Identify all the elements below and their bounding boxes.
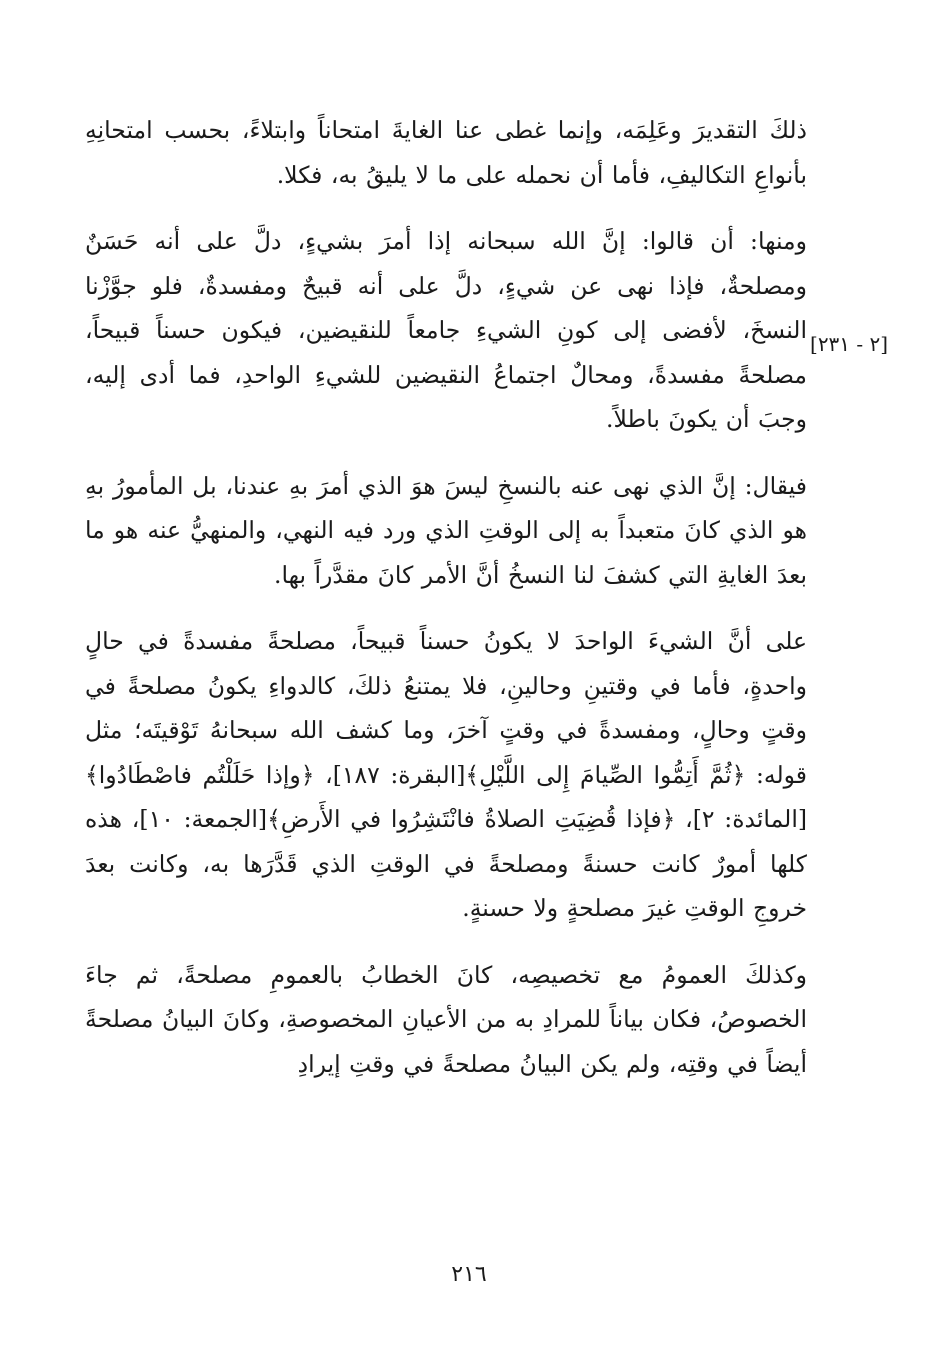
paragraph: وكذلكَ العمومُ مع تخصيصِه، كانَ الخطابُ بالعمومِ مصلحةً، ثم جاءَ الخصوصُ، فكان بياناً للمرادِ به من الأعيانِ المخصوصةِ، وكانَ البيانُ مصلحةً أيضاً في وقتِه، ولم يكن البيانُ مصلحةً في وقتِ إيرادِ (85, 960, 807, 1078)
paragraph: ذلكَ التقديرَ وعَلِمَه، وإنما غطى عنا الغايةَ امتحاناً وابتلاءً، بحسب امتحانِهِ بأنواعِ التكاليفِ، فأما أن نحمله على ما لا يليقُ به، فكلا. (85, 116, 807, 189)
paragraph: على أنَّ الشيءَ الواحدَ لا يكونُ حسناً قبيحاً، مصلحةً مفسدةً في حالٍ واحدةٍ، فأما في وقتينِ وحالينِ، فلا يمتنعُ ذلكَ، كالدواءِ يكونُ مصلحةً في وقتٍ وحالٍ، ومفسدةً في وقتٍ آخرَ، وما كشف الله سبحانهُ تَوْقيتَه؛ مثل قوله: ﴿ثُمَّ أَتِمُّوا الصِّيامَ إِلى اللَّيْلِ﴾[البقرة: ١٨٧]، ﴿وإذا حَلَلْتُم فاصْطَادُوا﴾ [المائدة: ٢]، ﴿فإذا قُضِيَتِ الصلاةُ فانْتَشِرُوا في الأَرضِ﴾[الجمعة: ١٠]، هذه كلها أمورٌ كانت حسنةً ومصلحةً في الوقتِ الذي قَدَّرَها به، وكانت بعدَ خروجِ الوقتِ غيرَ مصلحةٍ ولا حسنةٍ. (85, 627, 808, 922)
paragraph: فيقال: إنَّ الذي نهى عنه بالنسخِ ليسَ هوَ الذي أمرَ بهِ عندنا، بل المأمورُ بهِ هو الذي كانَ متعبداً به إلى الوقتِ الذي ورد فيه النهي، والمنهيُّ عنه هو ما بعدَ الغايةِ التي كشفَ لنا النسخُ أنَّ الأمر كانَ مقدَّراً بها. (85, 471, 807, 589)
body-text (85, 108, 807, 1108)
paragraph: ومنها: أن قالوا: إنَّ الله سبحانه إذا أمرَ بشيءٍ، دلَّ على أنه حَسَنٌ ومصلحةٌ، فإذا نهى عن شيءٍ، دلَّ على أنه قبيحٌ ومفسدةٌ، فلو جوَّزْنا النسخَ، لأفضى إلى كونِ الشيءِ جامعاً للنقيضين، فيكون حسناً قبيحاً، مصلحةً مفسدةً، ومحالٌ اجتماعُ النقيضين للشيءِ الواحدِ، فما أدى إليه، وجبَ أن يكونَ باطلاً. (85, 227, 807, 433)
page-number: ٢١٦ (451, 1262, 487, 1287)
margin-reference: [٢ - ٢٣١] (810, 332, 889, 356)
